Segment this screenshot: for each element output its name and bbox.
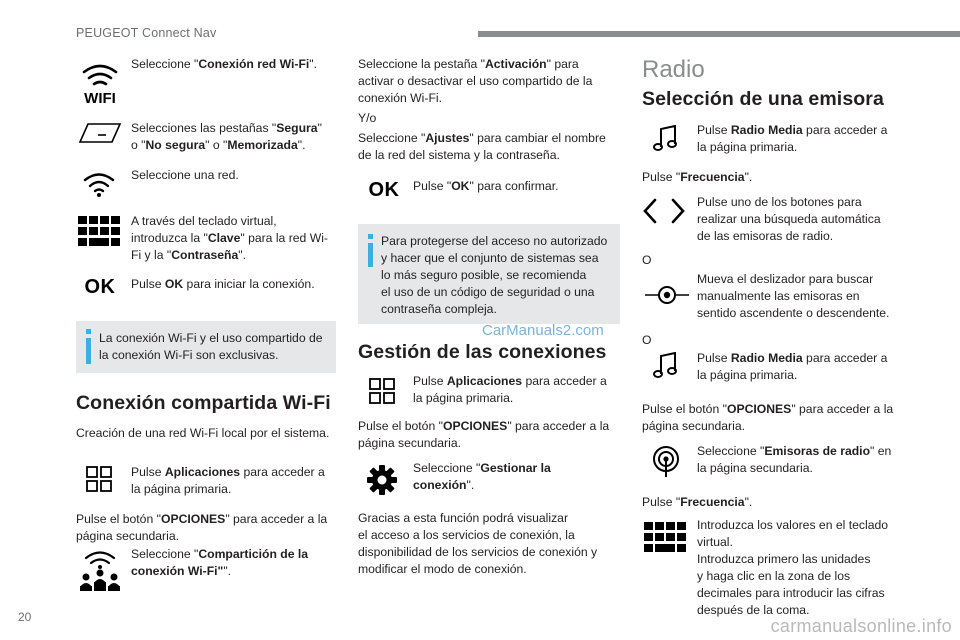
slider-icon — [644, 282, 690, 308]
ok-icon: OK — [84, 275, 116, 298]
wifi-icon — [82, 170, 116, 198]
music-note-icon — [652, 352, 678, 380]
para-and-or: Y/o — [358, 111, 377, 125]
step-select-stations: Seleccione "Emisoras de radio" en la página secundaria. — [697, 444, 892, 475]
step-press-options: Pulse el botón "OPCIONES" para acceder a la página secundaria. — [76, 512, 328, 543]
header-bar — [478, 31, 960, 37]
heading-select-station: Selección de una emisora — [642, 88, 884, 110]
watermark-middle: CarManuals2.com — [482, 322, 604, 339]
keypad-icon — [644, 522, 688, 552]
section-title-radio: Radio — [642, 56, 705, 83]
or-separator-2: O — [642, 333, 652, 347]
apps-grid-icon — [86, 466, 112, 492]
heading-wifi-sharing: Conexión compartida Wi-Fi — [76, 392, 331, 414]
step-select-sharing: Seleccione "Compartición de la conexión Wi-Fi"". — [131, 547, 309, 578]
intro-wifi-sharing: Creación de una red Wi-Fi local por el sistema. — [76, 426, 330, 440]
step-press-ok: Pulse OK para iniciar la conexión. — [131, 277, 315, 291]
or-separator-1: O — [642, 253, 652, 267]
step-manage-connection: Seleccione "Gestionar la conexión". — [413, 461, 551, 492]
wifi-label-icon — [78, 62, 122, 106]
para-activation-tab: Seleccione la pestaña "Activación" para activar o desactivar el uso compartido de la conexión Wi-Fi. — [358, 57, 593, 105]
ok-confirm-icon: OK — [368, 178, 400, 201]
note-security: Para protegerse del acceso no autorizado y hacer que el conjunto de sistemas sea lo más seguro posible, se recomienda el uso de un código de seguridad o una contraseña compleja. — [358, 224, 620, 324]
step-select-network: Seleccione una red. — [131, 168, 239, 182]
para-function-description: Gracias a esta función podrá visualizar el acceso a los servicios de conexión, la disponibilidad de los servicios de conexión y modificar el modo de conexión. — [358, 511, 598, 576]
note-exclusive-connection: La conexión Wi-Fi y el uso compartido de la conexión Wi-Fi son exclusivas. — [76, 321, 336, 373]
step-select-tabs: Selecciones las pestañas "Segura" o "No segura" o "Memorizada". — [131, 121, 322, 152]
music-note-icon — [652, 125, 678, 153]
step-enter-key: A través del teclado virtual, introduzca la "Clave" para la red Wi- Fi y la "Contraseña". — [131, 214, 328, 262]
wifi-share-icon — [78, 548, 122, 592]
gear-icon — [366, 464, 398, 496]
step-select-wifi-network: Seleccione "Conexión red Wi-Fi". — [131, 57, 317, 71]
step-press-radio-media-2: Pulse Radio Media para acceder a la página primaria. — [697, 351, 888, 382]
header-title: PEUGEOT Connect Nav — [76, 26, 217, 40]
step-press-frequency-2: Pulse "Frecuencia". — [642, 495, 753, 509]
page-number: 20 — [18, 610, 32, 624]
radio-station-icon — [651, 446, 681, 478]
step-press-radio-media: Pulse Radio Media para acceder a la página primaria. — [697, 123, 888, 154]
apps-grid-icon — [369, 378, 395, 404]
keyboard-rounded-key-icon — [78, 122, 122, 144]
para-settings: Seleccione "Ajustes" para cambiar el nombre de la red del sistema y la contraseña. — [358, 131, 606, 162]
step-enter-frequency: Introduzca los valores en el teclado virtual. Introduzca primero las unidades y haga clic en la zona de los decimales para introducir las cifras después de la coma. — [697, 518, 889, 617]
keypad-icon — [78, 216, 122, 246]
chevron-left-icon — [642, 198, 658, 224]
wifi-label-text: WIFI — [84, 90, 116, 106]
heading-manage-connections: Gestión de las conexiones — [358, 341, 607, 363]
step-press-apps-2: Pulse Aplicaciones para acceder a la página primaria. — [413, 374, 607, 405]
step-confirm-ok: Pulse "OK" para confirmar. — [413, 179, 559, 193]
step-auto-search: Pulse uno de los botones para realizar una búsqueda automática de las emisoras de radio. — [697, 195, 881, 243]
step-press-apps: Pulse Aplicaciones para acceder a la página primaria. — [131, 465, 325, 496]
step-press-options-3: Pulse el botón "OPCIONES" para acceder a la página secundaria. — [642, 402, 894, 433]
watermark-footer: carmanualsonline.info — [770, 616, 952, 636]
step-press-frequency: Pulse "Frecuencia". — [642, 170, 753, 184]
chevron-right-icon — [670, 198, 686, 224]
step-press-options-2: Pulse el botón "OPCIONES" para acceder a la página secundaria. — [358, 419, 610, 450]
step-manual-search: Mueva el deslizador para buscar manualmente las emisoras en sentido ascendente o descendente. — [697, 272, 890, 320]
